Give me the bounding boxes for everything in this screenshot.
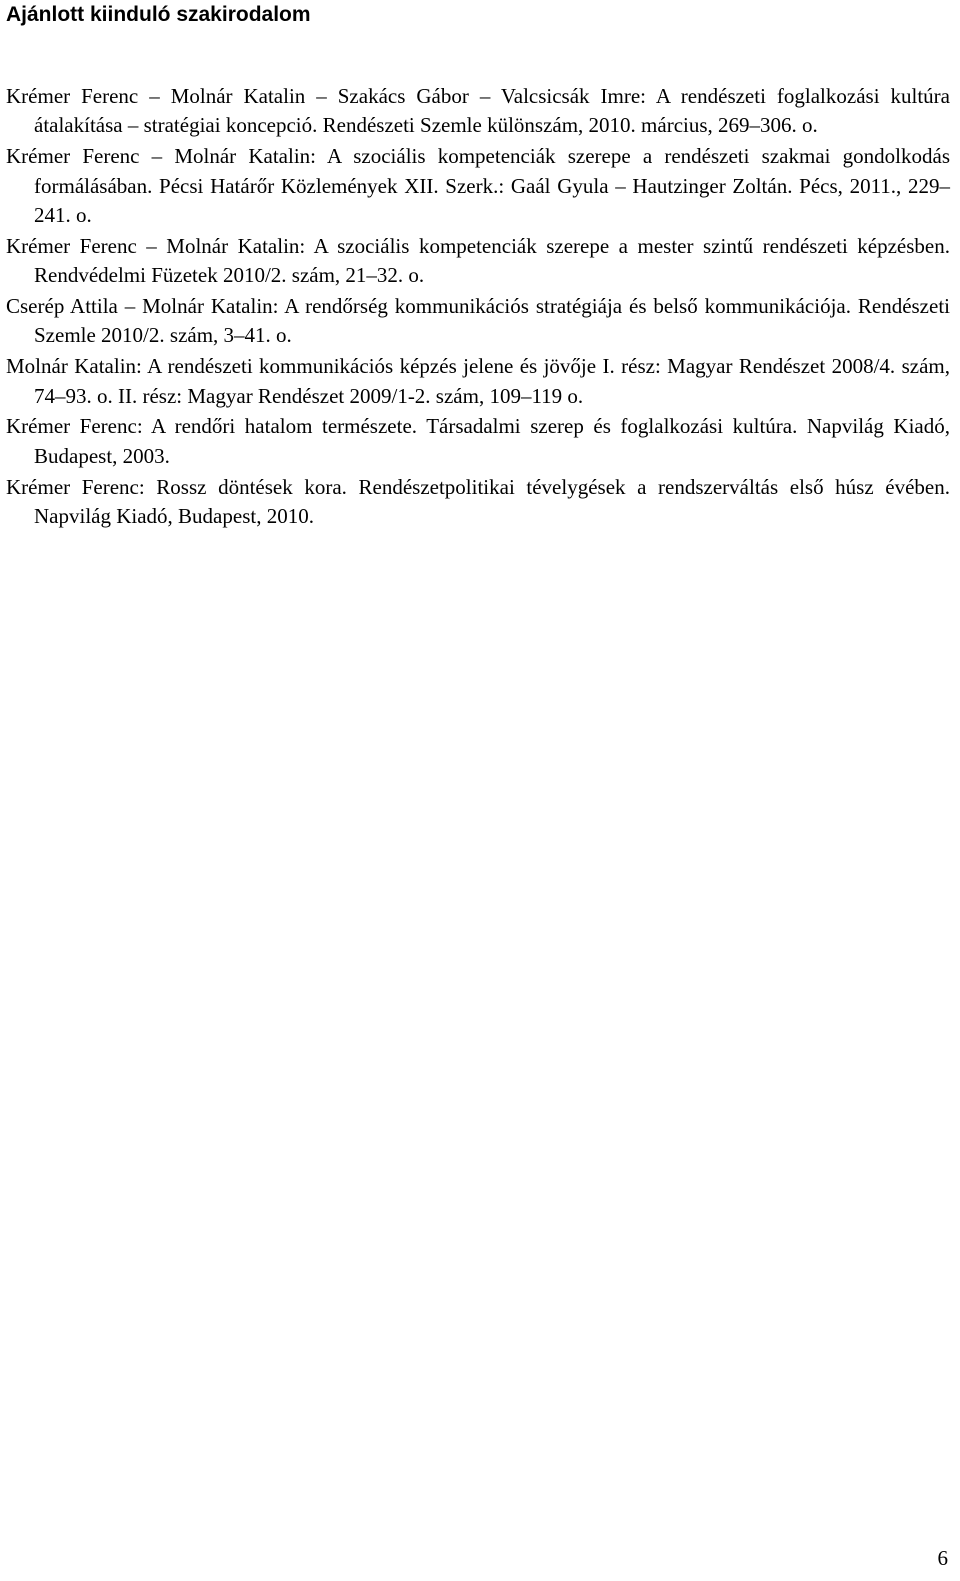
reference-item: Krémer Ferenc – Molnár Katalin: A szociális kompetenciák szerepe a rendészeti szakmai gondolkodás formálásában. Pécsi Határőr Közlemények XII. Szerk.: Gaál Gyula – Hautzinger Zoltán. Pécs, 2011., 229–241. o. — [6, 144, 950, 228]
reference-item: Krémer Ferenc – Molnár Katalin: A szociális kompetenciák szerepe a mester szintű rendészeti képzésben. Rendvédelmi Füzetek 2010/2. szám, 21–32. o. — [6, 233, 950, 288]
page-number: 6 — [937, 1546, 948, 1570]
reference-item: Krémer Ferenc: A rendőri hatalom természete. Társadalmi szerep és foglalkozási kultúra. Napvilág Kiadó, Budapest, 2003. — [6, 414, 950, 468]
reference-list — [6, 82, 950, 533]
page-title: Ajánlott kiinduló szakirodalom — [6, 3, 311, 26]
reference-item: Molnár Katalin: A rendészeti kommunikációs képzés jelene és jövője I. rész: Magyar Rendészet 2008/4. szám, 74–93. o. II. rész: Magyar Rendészet 2009/1-2. szám, 109–119 o. — [6, 354, 950, 408]
reference-item: Krémer Ferenc: Rossz döntések kora. Rendészetpolitikai tévelygések a rendszerváltás első húsz évében. Napvilág Kiadó, Budapest, 2010. — [6, 474, 950, 529]
reference-item: Cserép Attila – Molnár Katalin: A rendőrség kommunikációs stratégiája és belső kommunikációja. Rendészeti Szemle 2010/2. szám, 3–41. o. — [6, 294, 950, 348]
reference-item: Krémer Ferenc – Molnár Katalin – Szakács Gábor – Valcsicsák Imre: A rendészeti foglalkozási kultúra átalakítása – stratégiai koncepció. Rendészeti Szemle különszám, 2010. március, 269–306. o. — [6, 84, 950, 138]
